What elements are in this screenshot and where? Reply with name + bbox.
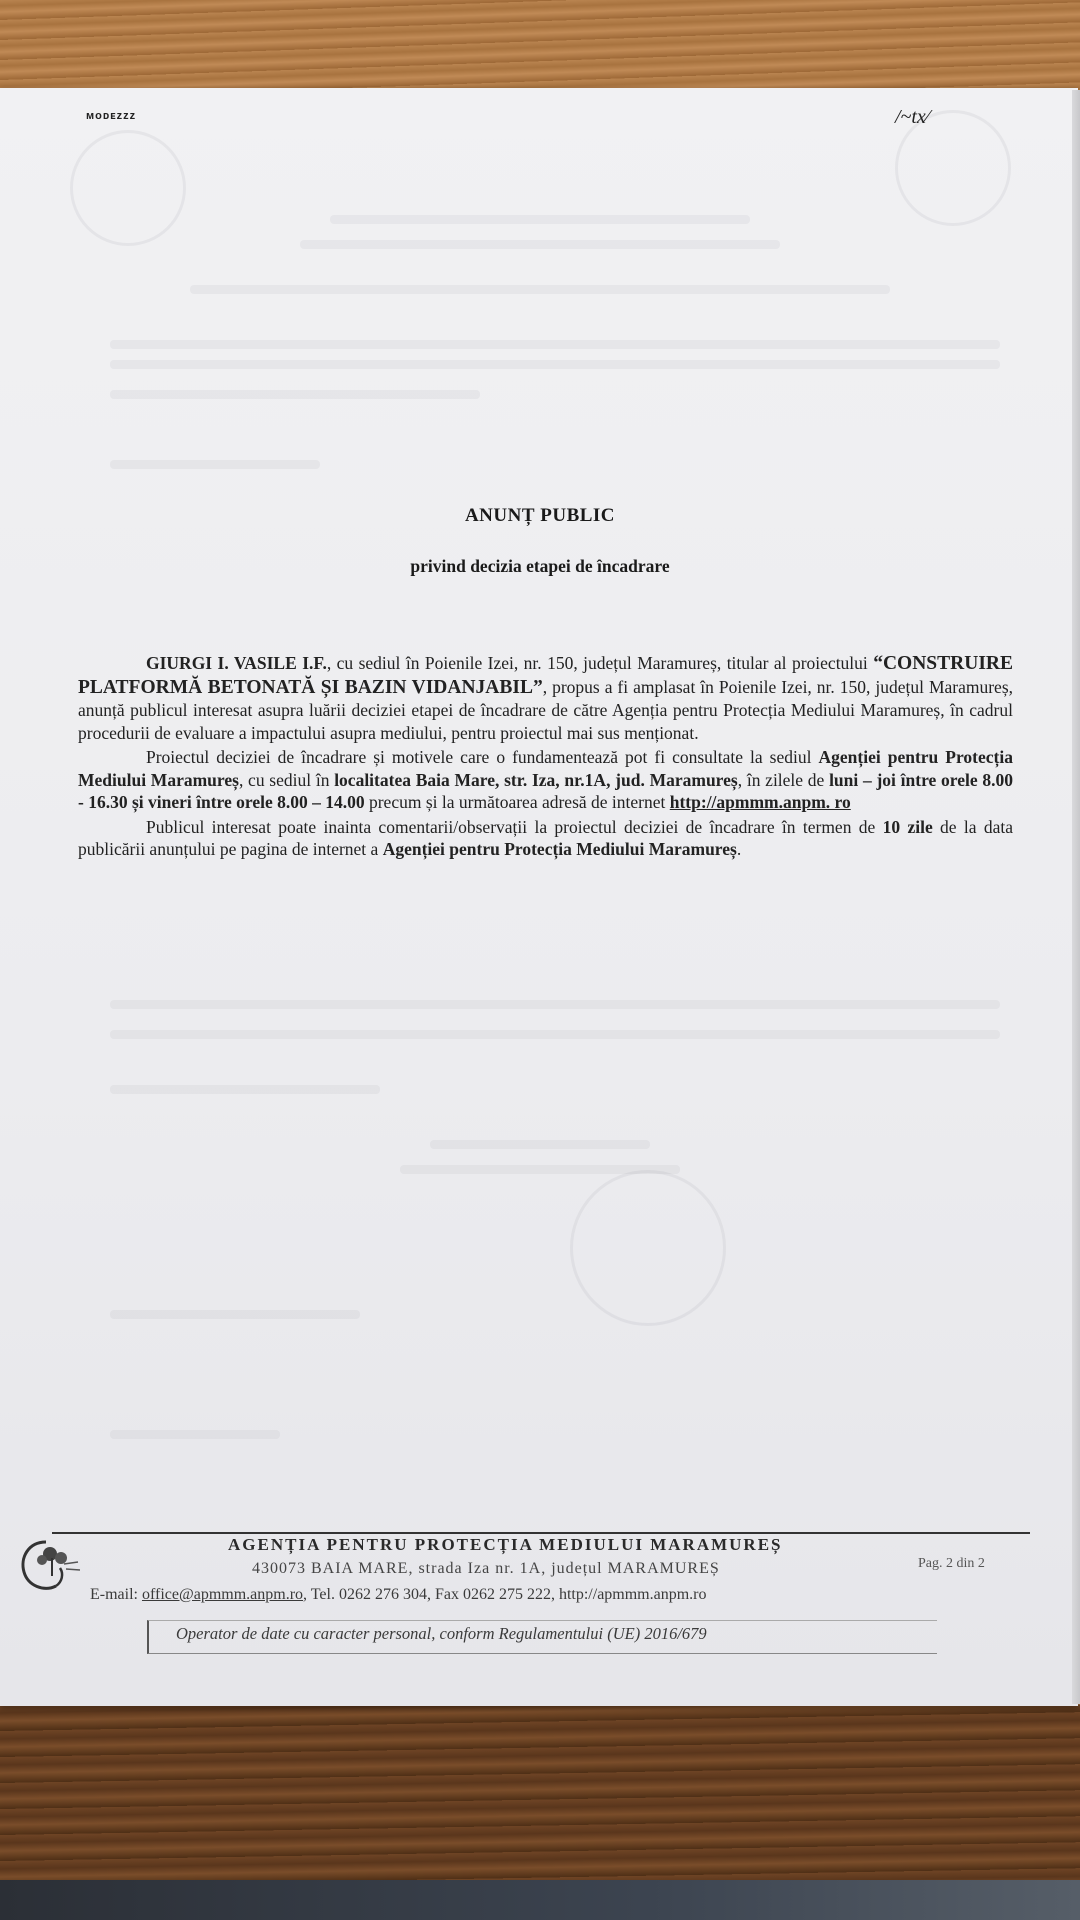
project-name: “CONSTRUIRE PLATFORMĂ BETONATĂ ȘI BAZIN VIDANJABIL” — [78, 653, 1013, 698]
document-page — [0, 88, 1078, 1706]
project-holder: GIURGI I. VASILE I.F. — [146, 653, 327, 673]
bleed-through-line — [430, 1140, 650, 1149]
contact-details: , Tel. 0262 276 304, Fax 0262 275 222, http://apmmm.anpm.ro — [303, 1586, 707, 1603]
bleed-through-line — [110, 1430, 280, 1439]
bleed-through-line — [330, 215, 750, 224]
office-hours: luni – joi între orele 8.00 - 16.30 și vineri între orele 8.00 – 14.00 — [78, 769, 1013, 812]
agency-name: Agenției pentru Protecția Mediului Maramureș — [382, 839, 737, 859]
bleed-through-line — [110, 390, 480, 399]
floor-background — [0, 1880, 1080, 1920]
header-left-mark: ᴍᴏᴅᴇᴢᴢᴢ — [86, 110, 137, 122]
paragraph-text: , cu sediul în Poienile Izei, nr. 150, județul Maramureș, titular al proiectului — [326, 653, 874, 673]
notice-body — [78, 652, 1013, 863]
notice-title: ANUNȚ PUBLIC — [464, 505, 616, 526]
paragraph-text: de la data publicării anunțului pe pagina de internet a — [78, 816, 1013, 859]
paragraph-consultation — [78, 746, 1013, 814]
paragraph-text: precum și la următoarea adresă de internet — [364, 792, 670, 812]
comment-period: 10 zile — [882, 816, 933, 837]
agency-website-link[interactable]: http://apmmm.anpm. ro — [669, 792, 851, 812]
paragraph-text: , cu sediul în — [238, 769, 335, 790]
wooden-table-top — [0, 0, 1080, 95]
paragraph-text: Proiectul deciziei de încadrare și motivele care o fundamentează pot fi consultate la sediul — [146, 747, 819, 767]
bleed-through-line — [110, 460, 320, 469]
footer-agency-name: AGENȚIA PENTRU PROTECȚIA MEDIULUI MARAMUREȘ — [228, 1535, 783, 1554]
page-number: Pag. 2 din 2 — [918, 1556, 985, 1571]
paragraph-text: . — [736, 839, 742, 859]
paragraph-text: , propus a fi amplasat în Poienile Izei, nr. 150, județul Maramureș, anunță publicul interesat asupra luării deciziei etapei de încadrare de către Agenția pentru Protecția Mediului Maramureș, în cadrul procedurii de evaluare a impactului asupra mediului, pentru proiectul mai sus menționat. — [78, 676, 1014, 743]
paragraph-text: , în zilele de — [737, 769, 830, 790]
footer-address: 430073 BAIA MARE, strada Iza nr. 1A, județul MARAMUREȘ — [252, 1560, 720, 1577]
agency-logo-icon — [16, 1536, 84, 1594]
email-label: E-mail: — [90, 1586, 142, 1603]
paragraph-comments — [78, 816, 1013, 861]
bleed-through-line — [300, 240, 780, 249]
bleed-through-line — [110, 340, 1000, 349]
bleed-through-line — [110, 360, 1000, 369]
bleed-through-line — [110, 1030, 1000, 1039]
paragraph-holder — [78, 652, 1013, 744]
bleed-through-line — [110, 1085, 380, 1094]
footer-contact — [90, 1586, 707, 1604]
paragraph-text: Publicul interesat poate inainta comentarii/observații la proiectul deciziei de încadrare în termen de — [146, 816, 883, 837]
bleed-through-stamp — [570, 1170, 726, 1326]
bleed-through-line — [190, 285, 890, 294]
document-page-edge — [1072, 90, 1080, 1704]
header-handwritten-mark: /~tx⁄ — [895, 106, 930, 128]
gdpr-notice: Operator de date cu caracter personal, conform Regulamentului (UE) 2016/679 — [176, 1624, 707, 1643]
footer-divider — [52, 1532, 1030, 1534]
agency-location: localitatea Baia Mare, str. Iza, nr.1A, jud. Maramureș — [334, 769, 738, 790]
agency-name: Agenției pentru Protecția Mediului Maramureș — [78, 747, 1013, 790]
bleed-through-line — [110, 1000, 1000, 1009]
email-link[interactable]: office@apmmm.anpm.ro — [141, 1586, 304, 1603]
notice-subtitle: privind decizia etapei de încadrare — [410, 556, 670, 576]
bleed-through-line — [110, 1310, 360, 1319]
bleed-through-stamp — [70, 130, 186, 246]
